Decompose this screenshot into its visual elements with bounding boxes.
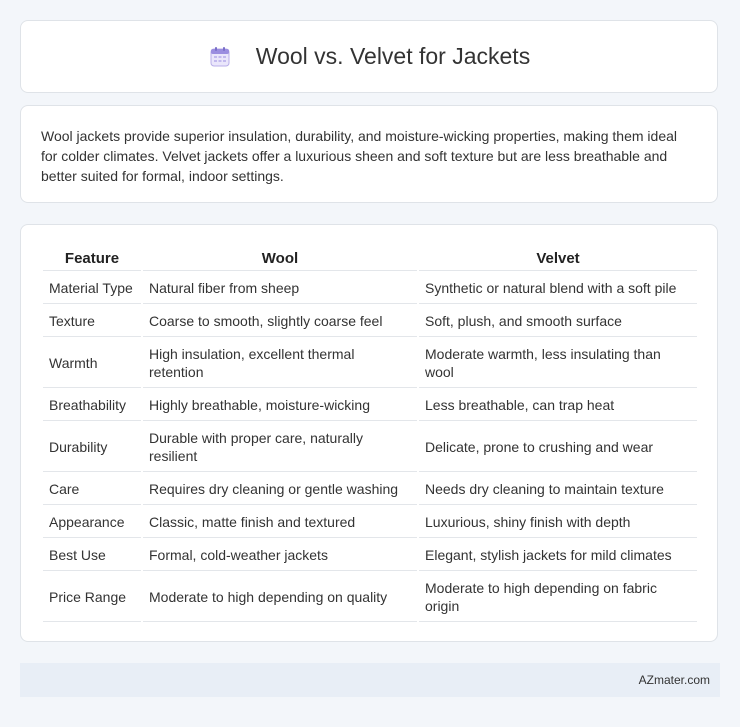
header-velvet: Velvet (419, 247, 697, 271)
velvet-cell: Soft, plush, and smooth surface (419, 306, 697, 337)
wool-cell: Coarse to smooth, slightly coarse feel (143, 306, 417, 337)
velvet-cell: Less breathable, can trap heat (419, 390, 697, 421)
table-row (43, 339, 697, 388)
wool-cell: Formal, cold-weather jackets (143, 540, 417, 571)
table-row (43, 306, 697, 337)
feature-cell: Material Type (43, 273, 141, 304)
velvet-cell: Needs dry cleaning to maintain texture (419, 474, 697, 505)
calendar-icon (208, 45, 232, 69)
table-row (43, 273, 697, 304)
velvet-cell: Moderate warmth, less insulating than wool (419, 339, 697, 388)
header-wool: Wool (143, 247, 417, 271)
wool-cell: High insulation, excellent thermal retention (143, 339, 417, 388)
wool-cell: Requires dry cleaning or gentle washing (143, 474, 417, 505)
feature-cell: Price Range (43, 573, 141, 622)
comparison-table (41, 245, 699, 624)
feature-cell: Durability (43, 423, 141, 472)
wool-cell: Moderate to high depending on quality (143, 573, 417, 622)
page-title (208, 43, 530, 70)
table-row (43, 507, 697, 538)
feature-cell: Best Use (43, 540, 141, 571)
velvet-cell: Luxurious, shiny finish with depth (419, 507, 697, 538)
table-row (43, 390, 697, 421)
wool-cell: Highly breathable, moisture-wicking (143, 390, 417, 421)
velvet-cell: Delicate, prone to crushing and wear (419, 423, 697, 472)
intro-text: Wool jackets provide superior insulation, durability, and moisture-wicking properties, making them ideal for colder climates. Velvet jackets offer a luxurious sheen and soft texture but are less breathable and better suited for formal, indoor settings. (41, 128, 678, 184)
table-row (43, 573, 697, 622)
wool-cell: Classic, matte finish and textured (143, 507, 417, 538)
table-row (43, 423, 697, 472)
feature-cell: Warmth (43, 339, 141, 388)
feature-cell: Breathability (43, 390, 141, 421)
velvet-cell: Synthetic or natural blend with a soft pile (419, 273, 697, 304)
feature-cell: Texture (43, 306, 141, 337)
page-title-text: Wool vs. Velvet for Jackets (255, 43, 531, 69)
wool-cell: Durable with proper care, naturally resilient (143, 423, 417, 472)
table-row (43, 474, 697, 505)
table-row (43, 540, 697, 571)
footer (20, 663, 720, 697)
intro-card (20, 105, 718, 203)
comparison-card (20, 224, 718, 642)
feature-cell: Care (43, 474, 141, 505)
header-feature: Feature (43, 247, 141, 271)
velvet-cell: Elegant, stylish jackets for mild climates (419, 540, 697, 571)
velvet-cell: Moderate to high depending on fabric origin (419, 573, 697, 622)
wool-cell: Natural fiber from sheep (143, 273, 417, 304)
feature-cell: Appearance (43, 507, 141, 538)
footer-brand: AZmater.com (638, 673, 710, 687)
title-card (20, 20, 718, 93)
table-header-row (43, 247, 697, 271)
